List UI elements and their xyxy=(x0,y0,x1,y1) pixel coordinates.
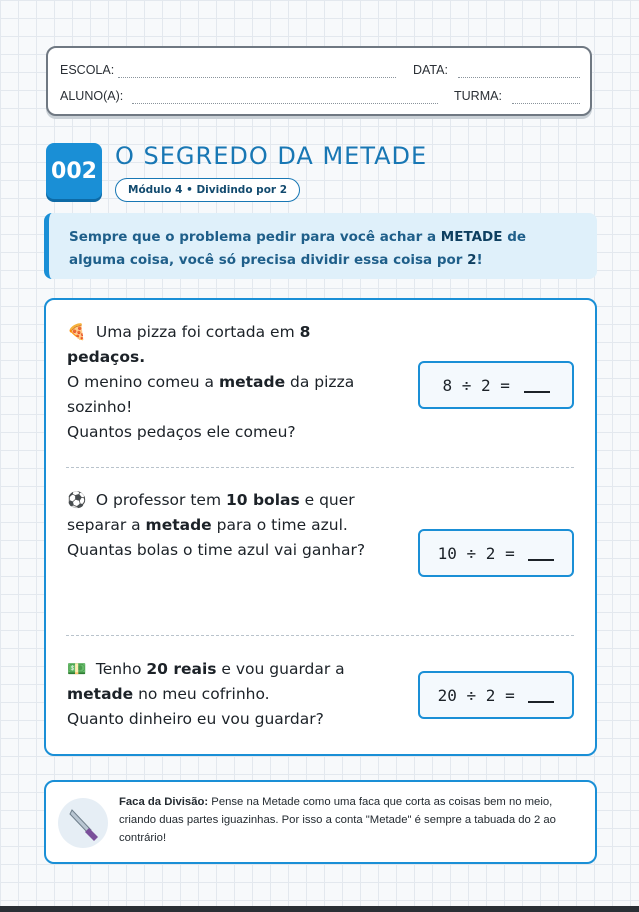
question-bold: 10 bolas xyxy=(225,491,300,509)
page-title: O SEGREDO DA METADE xyxy=(115,142,428,170)
tip-body: Pense na Metade como uma faca que corta as coisas bem no meio, criando duas partes iguazinhas. Por isso a conta "Metade" é sempre a tabuada do 2 ao contrário! xyxy=(119,796,556,844)
question-text: para o time azul. xyxy=(211,516,348,534)
question-text: da pizza sozinho! xyxy=(67,373,355,416)
answer-blank[interactable] xyxy=(524,377,550,393)
equation-box-2[interactable] xyxy=(418,529,574,577)
question-bold: 8 pedaços. xyxy=(67,323,311,366)
info-text: de alguma coisa, você só precisa dividir essa coisa por xyxy=(69,229,527,268)
info-text: Sempre que o problema pedir para você achar a xyxy=(69,229,441,245)
aluno-field[interactable] xyxy=(132,103,438,104)
turma-field[interactable] xyxy=(512,103,580,104)
question-text: Quantas bolas o time azul vai ganhar? xyxy=(67,541,366,559)
question-bold: metade xyxy=(145,516,212,534)
data-label: DATA: xyxy=(413,63,448,77)
question-1 xyxy=(67,320,387,445)
data-field[interactable] xyxy=(458,77,580,78)
module-pill: Módulo 4 • Dividindo por 2 xyxy=(115,178,300,202)
question-text: Uma pizza foi cortada em xyxy=(91,323,300,341)
question-text: e vou guardar a xyxy=(216,660,345,678)
aluno-label: ALUNO(A): xyxy=(60,89,124,103)
question-text: Tenho xyxy=(91,660,147,678)
info-highlight: 2 xyxy=(467,252,477,268)
question-text: O professor tem xyxy=(91,491,226,509)
escola-field[interactable] xyxy=(118,77,396,78)
info-box xyxy=(44,213,597,279)
question-text: Quanto dinheiro eu vou guardar? xyxy=(67,710,324,728)
lesson-number-badge: 002 xyxy=(46,143,102,199)
ball-icon: ⚽ xyxy=(67,491,87,509)
answer-blank[interactable] xyxy=(528,687,554,703)
knife-icon-bg xyxy=(58,798,108,848)
tip-title: Faca da Divisão: xyxy=(119,796,209,808)
question-bold: metade xyxy=(218,373,286,391)
question-text: O menino comeu a xyxy=(67,373,219,391)
bottom-bar xyxy=(0,906,639,912)
question-3 xyxy=(67,657,377,732)
equation-text: 10 ÷ 2 = xyxy=(437,543,525,563)
equation-text: 8 ÷ 2 = xyxy=(442,375,520,395)
equation-box-3[interactable] xyxy=(418,671,574,719)
money-icon: 💵 xyxy=(67,660,87,678)
question-2 xyxy=(67,488,367,563)
escola-label: ESCOLA: xyxy=(60,63,115,77)
info-highlight: METADE xyxy=(440,229,503,245)
question-text: Quantos pedaços ele comeu? xyxy=(67,423,296,441)
divider xyxy=(66,635,574,636)
question-bold: metade xyxy=(67,685,134,703)
info-text: ! xyxy=(476,252,483,268)
equation-text: 20 ÷ 2 = xyxy=(437,685,525,705)
divider xyxy=(66,467,574,468)
answer-blank[interactable] xyxy=(528,545,554,561)
knife-icon xyxy=(58,798,108,848)
student-info-card xyxy=(46,46,592,116)
equation-box-1[interactable] xyxy=(418,361,574,409)
tip-text xyxy=(119,793,581,847)
question-text: e quer separar a xyxy=(67,491,355,534)
question-text: no meu cofrinho. xyxy=(133,685,270,703)
turma-label: TURMA: xyxy=(454,89,502,103)
question-bold: 20 reais xyxy=(146,660,217,678)
pizza-icon: 🍕 xyxy=(67,323,87,341)
